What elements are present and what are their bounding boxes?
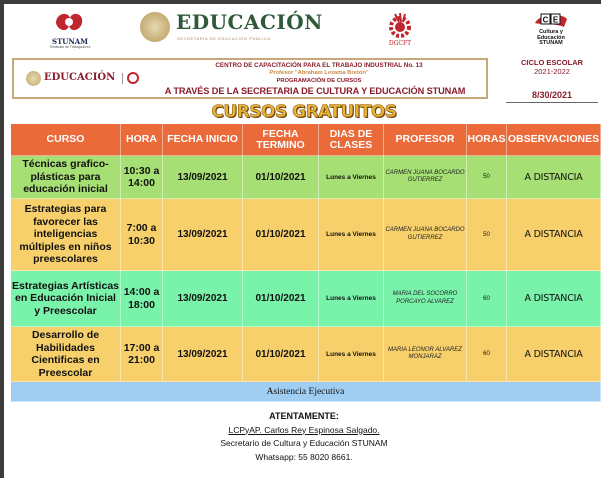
ce-line-3: STUNAM xyxy=(539,40,563,47)
table-row xyxy=(11,199,601,271)
dgcft-logo-text: DGCFT xyxy=(388,40,412,47)
asistencia-row xyxy=(11,382,601,402)
header-observaciones: OBSERVACIONES xyxy=(507,124,601,156)
cell-observaciones: A DISTANCIA xyxy=(507,199,601,271)
ciclo-escolar xyxy=(504,58,600,76)
cell-profesor: CARMEN JUANA BOCARDO GUTIERREZ xyxy=(384,199,467,271)
cell-curso: Desarrollo de Habilidades Cientificas en Preescolar xyxy=(11,327,121,382)
banner-educacion-logo xyxy=(26,71,156,87)
educacion-tagline: SECRETARÍA DE EDUCACIÓN PÚBLICA xyxy=(177,36,271,41)
dgcft-mini-icon xyxy=(127,72,139,84)
signer-position: Secretario de Cultura y Educación STUNAM xyxy=(220,438,388,448)
signer-name: LCPyAP. Carlos Rey Espinosa Salgado. xyxy=(228,424,380,435)
programacion-label: PROGRAMACIÓN DE CURSOS xyxy=(276,78,362,84)
table-row xyxy=(11,327,601,382)
cell-observaciones: A DISTANCIA xyxy=(507,156,601,199)
mexico-seal-icon xyxy=(140,12,170,42)
stunam-logo xyxy=(48,9,92,51)
cell-horas: 60 xyxy=(467,327,507,382)
cell-fecha-termino: 01/10/2021 xyxy=(243,271,319,327)
cell-horas: 50 xyxy=(467,199,507,271)
stunam-emblem-icon xyxy=(52,9,86,35)
cell-dias: Lunes a Viernes xyxy=(319,156,384,199)
table-header-row xyxy=(11,124,601,156)
table-row xyxy=(11,156,601,199)
cultura-educacion-logo xyxy=(528,9,574,53)
cell-profesor: MARIA DEL SOCORRO PORCAYO ALVAREZ xyxy=(384,271,467,327)
header-horas: HORAS xyxy=(467,124,507,156)
ce-logo-text xyxy=(528,30,574,47)
document-date: 8/30/2021 xyxy=(506,90,598,103)
ce-line-1: Cultura y xyxy=(539,29,563,35)
mini-seal-icon xyxy=(26,71,41,86)
cell-dias: Lunes a Viernes xyxy=(319,271,384,327)
cell-fecha-termino: 01/10/2021 xyxy=(243,199,319,271)
document-page xyxy=(4,4,601,478)
cell-profesor: CARMEN JUANA BOCARDO GUTIERREZ xyxy=(384,156,467,199)
cell-horas: 50 xyxy=(467,156,507,199)
cell-dias: Lunes a Viernes xyxy=(319,199,384,271)
cell-fecha-inicio: 13/09/2021 xyxy=(163,199,243,271)
cell-curso: Técnicas grafico-plásticas para educación inicial xyxy=(11,156,121,199)
ciclo-label: CICLO ESCOLAR xyxy=(520,58,584,67)
sep-educacion-logo xyxy=(136,10,323,46)
cell-fecha-inicio: 13/09/2021 xyxy=(163,271,243,327)
cell-profesor: MARIA LEONOR ALVAREZ MONJARAZ xyxy=(384,327,467,382)
signature-block xyxy=(124,410,484,464)
courses-table xyxy=(10,123,601,402)
cell-observaciones: A DISTANCIA xyxy=(507,271,601,327)
cell-curso: Estrategias para favorecer las inteligencias múltiples en niños preescolares xyxy=(11,199,121,271)
educacion-wordmark: EDUCACIÓN xyxy=(176,10,323,34)
banner-headline: A TRAVÉS DE LA SECRETARIA DE CULTURA Y EDUCACIÓN STUNAM xyxy=(164,86,466,96)
ciclo-years: 2021-2022 xyxy=(534,67,570,76)
header-fecha-inicio: FECHA INICIO xyxy=(163,124,243,156)
cell-fecha-inicio: 13/09/2021 xyxy=(163,327,243,382)
cell-fecha-inicio: 13/09/2021 xyxy=(163,156,243,199)
header-curso: CURSO xyxy=(11,124,121,156)
stunam-logo-subtext: Sindicato de Trabajadores xyxy=(49,45,91,49)
header-fecha-termino: FECHA TERMINO xyxy=(243,124,319,156)
logo-divider xyxy=(122,73,123,84)
svg-text:E: E xyxy=(552,15,559,25)
table-row xyxy=(11,271,601,327)
banner-educacion-word: EDUCACIÓN xyxy=(44,72,116,83)
header-banner xyxy=(12,58,488,99)
cell-hora: 17:00 a 21:00 xyxy=(121,327,163,382)
center-professor: Profesor "Abraham Lezama Bretón" xyxy=(269,70,369,76)
dgcft-gear-icon xyxy=(387,12,413,38)
contact-whatsapp: Whatsapp: 55 8020 8661. xyxy=(255,451,353,462)
cell-fecha-termino: 01/10/2021 xyxy=(243,327,319,382)
cell-hora: 7:00 a 10:30 xyxy=(121,199,163,271)
closing-text: ATENTAMENTE: xyxy=(269,411,339,421)
cell-horas: 60 xyxy=(467,271,507,327)
asistencia-ejecutiva: Asistencia Ejecutiva xyxy=(11,382,601,402)
dgcft-logo xyxy=(382,10,418,50)
header-hora: HORA xyxy=(121,124,163,156)
header-profesor: PROFESOR xyxy=(384,124,467,156)
header-dias: DIAS DE CLASES xyxy=(319,124,384,156)
page-title: CURSOS GRATUITOS xyxy=(211,102,397,122)
ce-book-icon xyxy=(534,11,568,29)
cell-dias: Lunes a Viernes xyxy=(319,327,384,382)
svg-text:C: C xyxy=(542,15,549,25)
ce-line-2: Educación xyxy=(537,34,565,41)
cell-fecha-termino: 01/10/2021 xyxy=(243,156,319,199)
cell-curso: Estrategias Artísticas en Educación Inicial y Preescolar xyxy=(11,271,121,327)
cell-hora: 10:30 a 14:00 xyxy=(121,156,163,199)
center-name: CENTRO DE CAPACITACIÓN PARA EL TRABAJO INDUSTRIAL No. 13 xyxy=(215,62,423,69)
stunam-logo-text: STUNAM xyxy=(52,37,88,46)
cell-hora: 14:00 a 18:00 xyxy=(121,271,163,327)
cell-observaciones: A DISTANCIA xyxy=(507,327,601,382)
